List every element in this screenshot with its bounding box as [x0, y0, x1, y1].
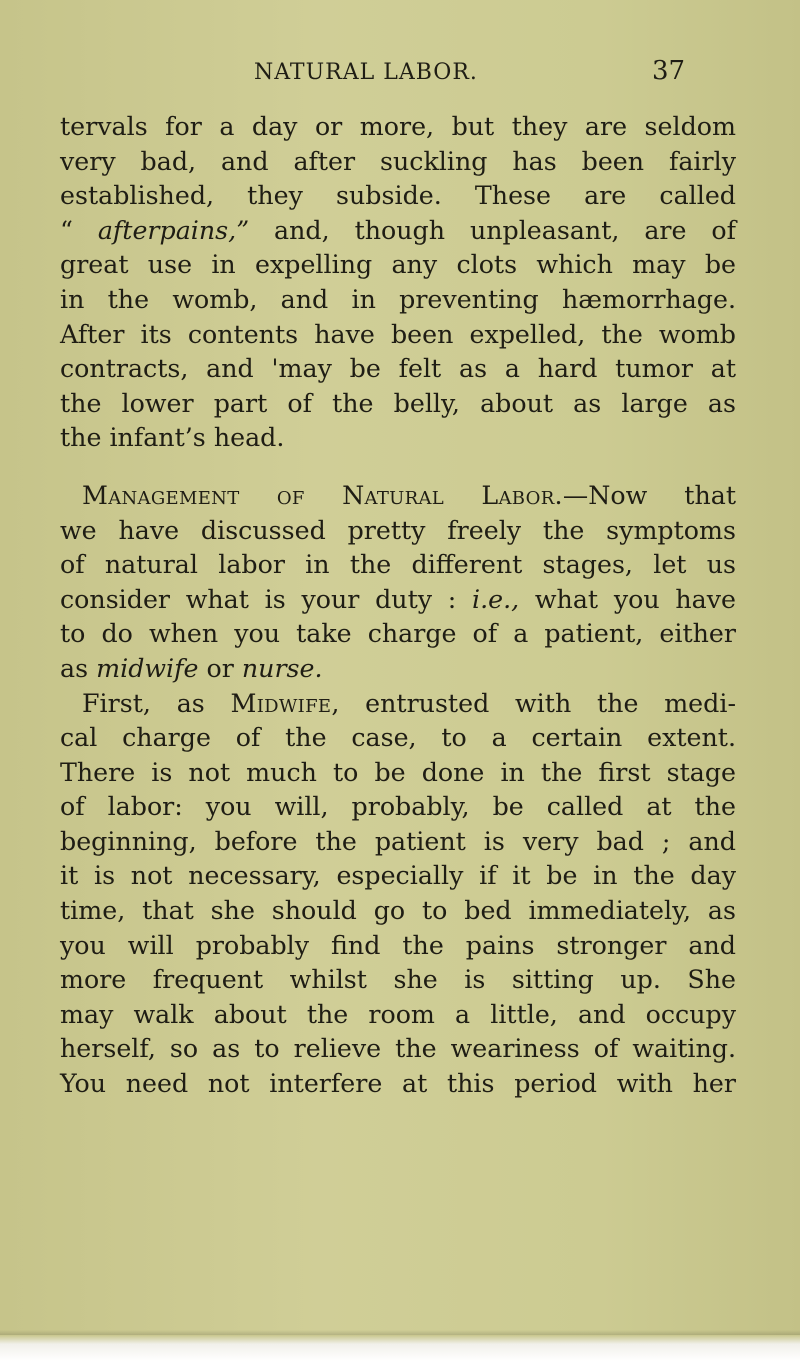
text-line: You need not interfere at this period with her — [60, 1069, 736, 1099]
text-line: it is not necessary, especially if it be in the day — [60, 861, 736, 891]
text-line: There is not much to be done in the first stage — [60, 757, 736, 787]
text-segment: as — [60, 653, 97, 683]
text-segment: , entrusted with the medi- — [331, 688, 736, 718]
text-line: more frequent whilst she is sitting up. She — [60, 965, 736, 995]
paragraph-midwife — [60, 687, 736, 1102]
open-quote: “ — [60, 215, 98, 245]
text-segment: —Now that — [562, 480, 736, 510]
text-line — [60, 687, 736, 722]
text-line: tervals for a day or more, but they are seldom — [60, 112, 736, 141]
text-line: herself, so as to relieve the weariness of waiting. — [60, 1034, 736, 1064]
paragraph-gap — [60, 456, 736, 479]
paragraph-management — [60, 479, 736, 687]
text-line: you will probably find the pains stronger and — [60, 930, 736, 960]
text-line: After its contents have been expelled, the womb — [60, 319, 736, 349]
text-line: very bad, and after suckling has been fairly — [60, 146, 736, 176]
text-line: time, that she should go to bed immediately, as — [60, 896, 736, 926]
text-line: cal charge of the case, to a certain extent. — [60, 723, 736, 753]
text-line: beginning, before the patient is very bad ; and — [60, 826, 736, 856]
text-line — [60, 214, 736, 249]
page-bottom-edge — [0, 1335, 800, 1361]
text-line: contracts, and 'may be felt as a hard tumor at — [60, 354, 736, 384]
text-segment: First, as — [82, 688, 231, 718]
text-segment: consider what is your duty : — [60, 584, 472, 614]
page-number: 37 — [652, 56, 686, 86]
page-header — [0, 50, 800, 90]
text-line: great use in expelling any clots which may be — [60, 250, 736, 280]
text-segment: what you have — [519, 584, 736, 614]
text-line: to do when you take charge of a patient, either — [60, 619, 736, 649]
italic-term-afterpains: afterpains,” — [97, 215, 250, 245]
section-heading: Management of Natural Labor. — [82, 480, 563, 510]
running-title: NATURAL LABOR. — [254, 60, 478, 85]
italic-nurse: nurse. — [241, 653, 323, 683]
text-line: may walk about the room a little, and occupy — [60, 999, 736, 1029]
text-line: established, they subside. These are called — [60, 181, 736, 211]
text-line: the infant’s head. — [60, 423, 285, 453]
text-line: of natural labor in the different stages, let us — [60, 550, 736, 580]
text-line — [60, 583, 736, 618]
text-line: we have discussed pretty freely the symptoms — [60, 515, 736, 545]
italic-midwife: midwife — [96, 653, 199, 683]
body-text — [60, 110, 736, 1102]
text-line: in the womb, and in preventing hæmorrhage. — [60, 284, 736, 314]
text-segment: or — [198, 653, 242, 683]
text-line: the lower part of the belly, about as large as — [60, 388, 736, 418]
paragraph-afterpains — [60, 110, 736, 456]
text-line — [60, 652, 736, 687]
smallcaps-midwife: Midwife — [230, 688, 332, 718]
italic-ie: i.e., — [472, 584, 520, 614]
text-line — [60, 479, 736, 514]
text-segment: and, though unpleasant, are of — [249, 215, 736, 245]
text-line: of labor: you will, probably, be called at the — [60, 792, 736, 822]
